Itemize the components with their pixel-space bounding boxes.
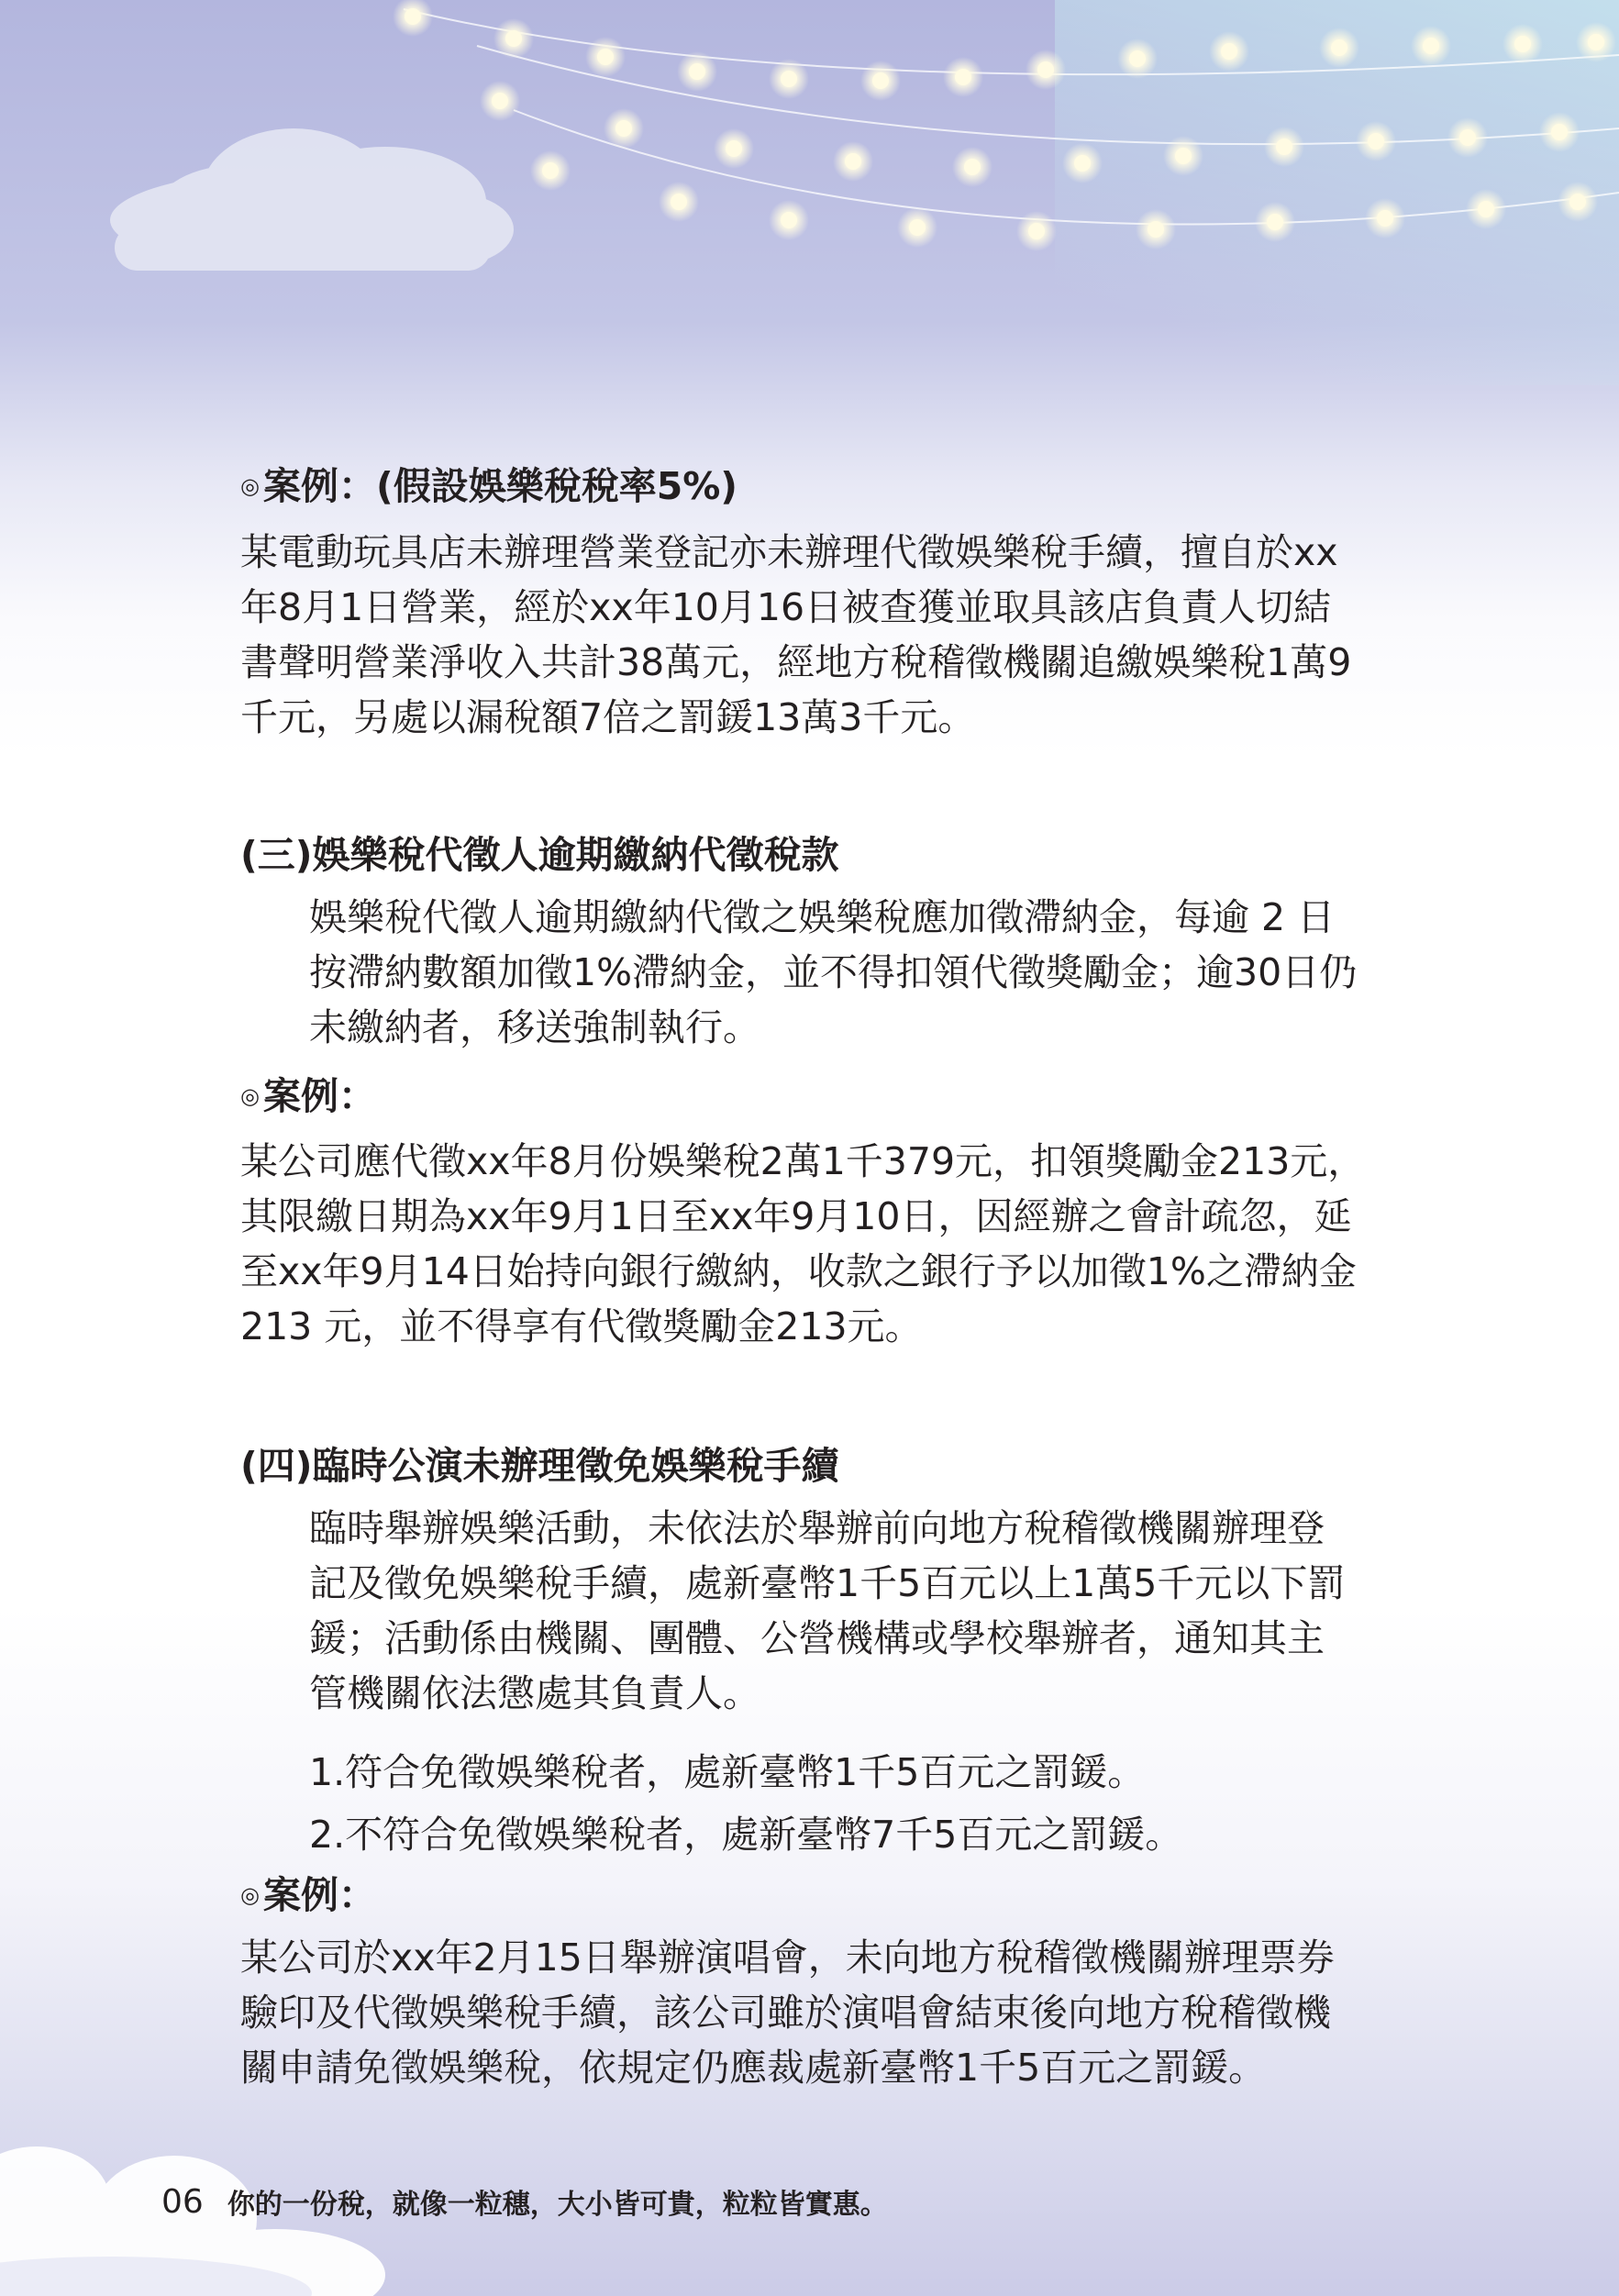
light-bulb [405,8,421,25]
section-three-body-3: 未繳納者，移送強制執行。 [309,1005,760,1049]
light-bulb [781,212,797,228]
section-three-case-line-2: 其限繳日期為xx年9月1日至xx年9月10日，因經辦之會計疏忽，延 [240,1194,1352,1238]
light-bulb [1129,50,1146,67]
case1-line-3: 書聲明營業淨收入共計38萬元，經地方稅稽徵機關追繳娛樂稅1萬9 [240,640,1352,684]
case-marker-icon: ◎ [240,473,260,499]
light-bulb [909,219,926,236]
section-four-case-line-1: 某公司於xx年2月15日舉辦演唱會，未向地方稅稽徵機關辦理票券 [240,1936,1335,1980]
light-bulb [1478,201,1494,217]
section-three-case-line-4: 213 元，並不得享有代徵獎勵金213元。 [240,1304,923,1348]
light-bulb [1459,129,1476,146]
section-four-body-1: 臨時舉辦娛樂活動，未依法於舉辦前向地方稅稽徵機關辦理登 [309,1506,1325,1550]
light-bulb [1148,221,1164,238]
case-marker-icon: ◎ [240,1083,260,1109]
page-number: 06 [161,2182,204,2221]
case-marker-icon: ◎ [240,1882,260,1908]
light-bulb [1028,223,1045,239]
light-bulb [1267,214,1283,230]
light-bulb [1074,155,1091,172]
light-bulb [1368,133,1384,150]
light-bulb [615,120,632,137]
light-bulb [726,140,742,157]
case1-heading: ◎案例：(假設娛樂稅稅率5%) [240,464,738,508]
light-bulb [1276,139,1292,155]
section-four-case-line-2: 驗印及代徵娛樂稅手續，該公司雖於演唱會結束後向地方稅稽徵機 [240,1991,1331,2035]
section-four-item-1: 1.符合免徵娛樂稅者，處新臺幣1千5百元之罰鍰。 [309,1750,1146,1794]
light-bulb [597,49,614,65]
light-bulb [1423,38,1439,54]
section-three-case-line-3: 至xx年9月14日始持向銀行繳納，收款之銀行予以加徵1%之滯納金 [240,1249,1357,1293]
section-four-heading: (四)臨時公演未辦理徵免娛樂稅手續 [240,1444,839,1488]
light-bulb [1175,148,1192,164]
section-three-body-1: 娛樂稅代徵人逾期繳納代徵之娛樂稅應加徵滯納金，每逾 2 日 [309,895,1336,939]
section-four-body-2: 記及徵免娛樂稅手續，處新臺幣1千5百元以上1萬5千元以下罰 [309,1561,1346,1605]
light-bulb [542,162,559,179]
case1-line-4: 千元，另處以漏稅額7倍之罰鍰13萬3千元。 [240,695,976,739]
section-three-case-heading: ◎案例： [240,1074,376,1118]
case1-line-2: 年8月1日營業，經於xx年10月16日被查獲並取具該店負責人切結 [240,585,1332,629]
light-bulb [1331,39,1347,56]
light-bulb [872,72,889,89]
light-bulb [1569,194,1586,210]
case1-line-1: 某電動玩具店未辦理營業登記亦未辦理代徵娛樂稅手續，擅自於xx [240,530,1338,574]
section-four-body-4: 管機關依法懲處其負責人。 [309,1671,760,1715]
light-bulb [1588,34,1604,50]
light-bulb [505,30,522,47]
section-four-item-2: 2.不符合免徵娛樂稅者，處新臺幣7千5百元之罰鍰。 [309,1813,1183,1857]
light-bulb [845,153,861,170]
section-four-case-line-3: 關申請免徵娛樂稅，依規定仍應裁處新臺幣1千5百元之罰鍰。 [240,2046,1267,2090]
light-bulb [1551,124,1568,140]
light-bulb [1037,61,1054,78]
light-bulb [671,194,687,210]
section-four-body-3: 鍰；活動係由機關、團體、公營機構或學校舉辦者，通知其主 [309,1616,1325,1660]
section-three-heading: (三)娛樂稅代徵人逾期繳納代徵稅款 [240,833,839,877]
light-bulb [1377,210,1393,227]
footer-slogan: 你的一份稅，就像一粒穗，大小皆可貴，粒粒皆實惠。 [227,2189,888,2221]
page-footer [161,2174,888,2229]
section-four-case-heading: ◎案例： [240,1873,376,1917]
light-bulb [492,93,508,109]
section-three-case-line-1: 某公司應代徵xx年8月份娛樂稅2萬1千379元，扣領獎勵金213元， [240,1139,1366,1183]
light-bulb [1221,43,1237,60]
light-bulb [781,71,797,87]
light-bulb [1514,36,1531,52]
light-bulb [964,159,981,175]
top-cloud [110,128,514,271]
section-three-body-2: 按滯納數額加徵1%滯納金，並不得扣領代徵獎勵金；逾30日仍 [309,950,1358,994]
light-bulb [689,63,705,80]
light-bulb [955,69,971,85]
